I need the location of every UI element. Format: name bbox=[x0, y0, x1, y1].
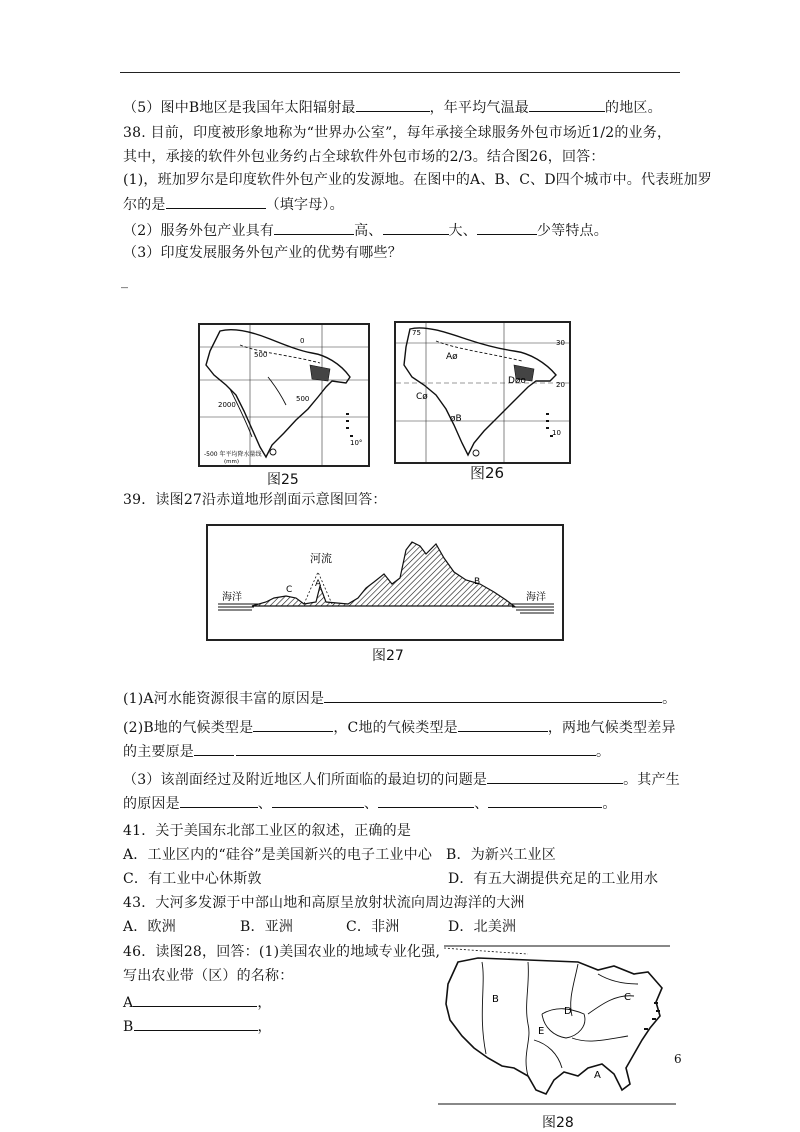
answer-blank[interactable] bbox=[272, 792, 364, 808]
q38-intro-2: 其中，承接的软件外包业务约占全球软件外包市场的2/3。结合图26，回答： bbox=[123, 149, 605, 165]
q43-option-d[interactable]: D．北美洲 bbox=[448, 919, 517, 935]
q39-p3g-text: 。 bbox=[602, 796, 617, 812]
figure-27-caption: 图27 bbox=[372, 648, 404, 664]
q41-option-c[interactable]: C．有工业中心休斯敦 bbox=[123, 871, 262, 887]
q39-p2d-text: 的主要原是 bbox=[123, 744, 194, 760]
q46-line-1: 46．读图28，回答：(1)美国农业的地域专业化强, bbox=[123, 944, 441, 960]
page-number: 6 bbox=[674, 1052, 682, 1066]
q41-option-d[interactable]: D．有五大湖提供充足的工业用水 bbox=[448, 871, 659, 887]
answer-blank[interactable] bbox=[324, 687, 662, 703]
q38-p2b-text: 高、 bbox=[354, 223, 383, 239]
q37-part5 bbox=[123, 96, 662, 118]
q39-p3d-text: 、 bbox=[257, 796, 273, 812]
ocean-left-label: 海洋 bbox=[222, 592, 242, 603]
contour-label-500b: 500 bbox=[296, 395, 310, 403]
q43-stem: 43．大河多发源于中部山地和高原呈放射状流向周边海洋的大洲 bbox=[123, 895, 525, 911]
q39-p3e-text: 、 bbox=[364, 796, 379, 812]
q39-p2e-text: 。 bbox=[596, 744, 611, 760]
point-b-label: B bbox=[474, 577, 481, 587]
latitude-label-30: 30 bbox=[556, 339, 565, 347]
figure-25-map bbox=[198, 323, 370, 467]
answer-blank[interactable] bbox=[383, 219, 449, 235]
q41-option-a[interactable]: A．工业区内的“硅谷”是美国新兴的电子工业中心 bbox=[123, 847, 433, 863]
q38-p2d-text: 少等特点。 bbox=[536, 223, 608, 239]
q46-comma-2: ， bbox=[257, 1019, 272, 1035]
point-c-label: C bbox=[286, 585, 293, 595]
q38-part3: （3）印度发展服务外包产业的优势有哪些？ bbox=[123, 245, 402, 261]
q39-part2-b bbox=[123, 740, 610, 762]
city-label-b: øB bbox=[450, 414, 462, 424]
q37-text-c: 的地区。 bbox=[605, 100, 662, 116]
q41-option-b[interactable]: B．为新兴工业区 bbox=[446, 847, 556, 863]
river-point-a: A bbox=[315, 579, 322, 589]
latitude-label-10: 10 bbox=[552, 429, 561, 437]
q46-answer-b bbox=[123, 1015, 272, 1037]
q39-p3a-text: （3）该剖面经过及附近地区人们所面临的最迫切的问题是 bbox=[123, 772, 488, 788]
map-legend: -500 年平均降水量线 bbox=[204, 451, 262, 458]
belt-label-e: E bbox=[538, 1026, 545, 1037]
q37-text-b: ，年平均气温最 bbox=[429, 100, 530, 116]
q39-part2-a bbox=[123, 716, 676, 738]
q39-part1 bbox=[123, 687, 676, 709]
answer-blank[interactable] bbox=[378, 792, 474, 808]
india-cities-map bbox=[396, 323, 569, 462]
q38-part1-a: (1)，班加罗尔是印度软件外包产业的发源地。在图中的A、B、C、D四个城市中。代表班加罗 bbox=[123, 172, 712, 188]
map-legend-unit: (mm) bbox=[224, 459, 240, 465]
contour-label-0: 0 bbox=[300, 337, 305, 345]
answer-blank[interactable] bbox=[274, 219, 354, 235]
answer-blank[interactable] bbox=[488, 792, 602, 808]
city-label-a: Aø bbox=[446, 352, 458, 362]
q39-p3b-text: 。其产生 bbox=[623, 772, 680, 788]
answer-blank[interactable] bbox=[477, 219, 537, 235]
longitude-label-75: 75 bbox=[412, 329, 421, 337]
belt-label-c: C bbox=[624, 992, 631, 1003]
latitude-label-10: 10° bbox=[350, 439, 363, 447]
q39-p3f-text: 、 bbox=[474, 796, 489, 812]
answer-blank[interactable] bbox=[458, 716, 548, 732]
answer-blank[interactable] bbox=[133, 991, 257, 1007]
answer-blank[interactable] bbox=[180, 792, 258, 808]
q46-a-label: A bbox=[123, 995, 134, 1011]
river-label: 河流 bbox=[310, 552, 332, 565]
q43-option-a[interactable]: A．欧洲 bbox=[123, 919, 176, 935]
q39-title: 39．读图27沿赤道地形剖面示意图回答： bbox=[123, 492, 387, 508]
figure-28-us-agriculture-map bbox=[438, 944, 676, 1106]
answer-blank[interactable] bbox=[356, 96, 430, 112]
q46-comma-1: ， bbox=[257, 995, 272, 1011]
stray-dash: _ bbox=[121, 273, 129, 289]
ocean-right-label: 海洋 bbox=[526, 592, 546, 603]
belt-label-d: D bbox=[564, 1006, 572, 1017]
q39-part3-a bbox=[123, 768, 680, 790]
q38-part1-b bbox=[123, 193, 344, 215]
q37-text-a: （5）图中B地区是我国年太阳辐射最 bbox=[123, 100, 356, 116]
belt-label-b: B bbox=[492, 994, 499, 1005]
q38-p1c-text: （填字母）。 bbox=[265, 197, 344, 213]
q46-answer-a bbox=[123, 991, 272, 1013]
figure-25-caption: 图25 bbox=[267, 472, 299, 488]
city-label-c: Cø bbox=[416, 392, 428, 402]
equator-terrain-profile bbox=[208, 526, 562, 639]
answer-blank[interactable] bbox=[194, 740, 234, 756]
q39-p2c-text: ，两地气候类型差异 bbox=[547, 720, 676, 736]
q39-p1a-text: (1)A河水能资源很丰富的原因是 bbox=[123, 691, 325, 707]
header-rule bbox=[120, 72, 680, 73]
q39-part3-b bbox=[123, 792, 617, 814]
q46-b-label: B bbox=[123, 1019, 134, 1035]
q39-p1b-text: 。 bbox=[662, 691, 677, 707]
q41-stem: 41．关于美国东北部工业区的叙述，正确的是 bbox=[123, 823, 412, 839]
answer-blank[interactable] bbox=[253, 716, 333, 732]
city-label-d: Døo bbox=[508, 376, 526, 386]
q38-part2 bbox=[123, 219, 608, 241]
figure-26-caption: 图26 bbox=[470, 464, 505, 482]
q38-intro-1: 38. 目前，印度被形象地称为“世界办公室”，每年承接全球服务外包市场近1/2的业务， bbox=[123, 125, 672, 141]
q43-option-b[interactable]: B．亚洲 bbox=[240, 919, 294, 935]
q39-p2a-text: (2)B地的气候类型是 bbox=[123, 720, 254, 736]
answer-blank[interactable] bbox=[529, 96, 605, 112]
contour-label-2000: 2000 bbox=[218, 401, 236, 409]
q38-p2c-text: 大、 bbox=[448, 223, 477, 239]
contour-label-500: 500 bbox=[254, 351, 268, 359]
figure-27-profile bbox=[206, 524, 564, 641]
q38-p2a-text: （2）服务外包产业具有 bbox=[123, 223, 275, 239]
q46-line-2: 写出农业带（区）的名称： bbox=[123, 968, 294, 984]
us-agricultural-belts-map bbox=[438, 944, 676, 1106]
answer-blank[interactable] bbox=[236, 740, 596, 756]
figure-28-caption: 图28 bbox=[542, 1115, 574, 1131]
latitude-label-20: 20 bbox=[556, 381, 565, 389]
india-precipitation-map bbox=[200, 325, 368, 465]
q39-p2b-text: ，C地的气候类型是 bbox=[333, 720, 458, 736]
answer-blank[interactable] bbox=[166, 193, 266, 209]
q41-options-ab bbox=[123, 845, 556, 865]
q39-p3c-text: 的原因是 bbox=[123, 796, 180, 812]
belt-label-a: A bbox=[594, 1070, 601, 1081]
figure-26-map bbox=[394, 321, 571, 464]
answer-blank[interactable] bbox=[487, 768, 623, 784]
answer-blank[interactable] bbox=[134, 1015, 258, 1031]
q38-p1b-text: 尔的是 bbox=[123, 197, 166, 213]
q43-option-c[interactable]: C．非洲 bbox=[346, 919, 400, 935]
